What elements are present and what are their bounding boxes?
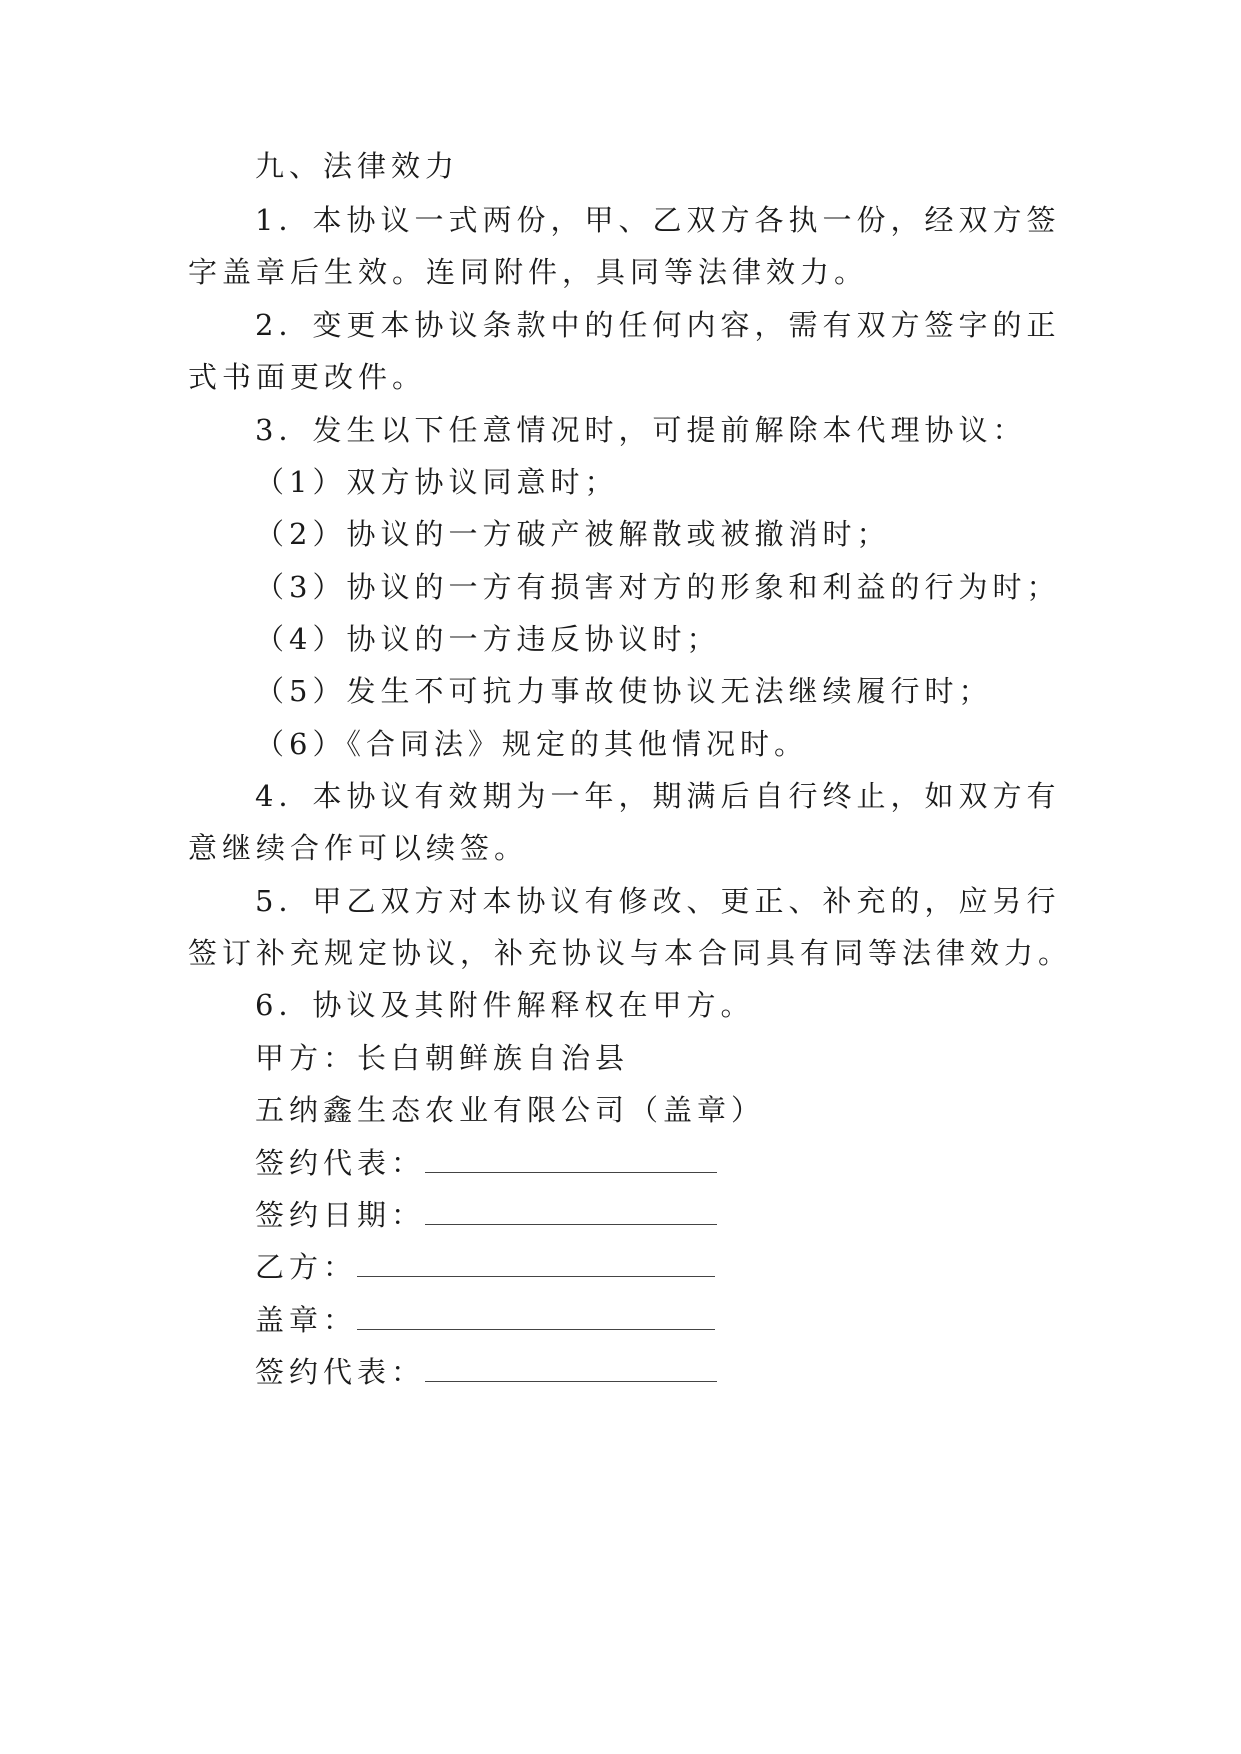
clause-1-line-2: 字盖章后生效。连同附件，具同等法律效力。	[188, 255, 869, 289]
list-item-2: （2）协议的一方破产被解散或被撤消时；	[255, 517, 891, 551]
sign-rep-a-label: 签约代表：	[255, 1146, 426, 1180]
clause-4-line-1: 4．本协议有效期为一年，期满后自行终止，如双方有	[255, 779, 1061, 813]
clause-5-line-2: 签订补充规定协议，补充协议与本合同具有同等法律效力。	[188, 936, 1073, 970]
party-b-blank[interactable]	[357, 1250, 715, 1277]
sign-rep-b-row	[255, 1352, 717, 1392]
party-a-line-2: 五纳鑫生态农业有限公司（盖章）	[255, 1093, 766, 1127]
clause-2-line-2: 式书面更改件。	[188, 360, 427, 394]
sign-rep-b-label: 签约代表：	[255, 1355, 426, 1389]
clause-6: 6．协议及其附件解释权在甲方。	[255, 988, 755, 1022]
list-item-5: （5）发生不可抗力事故使协议无法继续履行时；	[255, 674, 993, 708]
section-title: 九、法律效力	[255, 149, 460, 183]
seal-label: 盖章：	[255, 1303, 358, 1337]
sign-date-label: 签约日期：	[255, 1198, 426, 1232]
list-item-3: （3）协议的一方有损害对方的形象和利益的行为时；	[255, 570, 1061, 604]
party-b-row	[255, 1247, 715, 1287]
sign-rep-a-row	[255, 1143, 717, 1183]
clause-1-line-1: 1．本协议一式两份，甲、乙双方各执一份，经双方签	[255, 203, 1061, 237]
sign-rep-b-blank[interactable]	[425, 1355, 717, 1382]
list-item-1: （1）双方协议同意时；	[255, 465, 619, 499]
clause-2-line-1: 2．变更本协议条款中的任何内容，需有双方签字的正	[255, 308, 1061, 342]
list-item-6: （6）《合同法》规定的其他情况时。	[255, 727, 808, 761]
list-item-4: （4）协议的一方违反协议时；	[255, 622, 721, 656]
sign-date-row	[255, 1195, 717, 1235]
party-b-label: 乙方：	[255, 1250, 358, 1284]
clause-4-line-2: 意继续合作可以续签。	[188, 831, 529, 865]
clause-3: 3．发生以下任意情况时，可提前解除本代理协议：	[255, 413, 1027, 447]
sign-date-blank[interactable]	[425, 1198, 717, 1225]
seal-blank[interactable]	[357, 1303, 715, 1330]
seal-row	[255, 1300, 715, 1340]
sign-rep-a-blank[interactable]	[425, 1146, 717, 1173]
party-a-line-1: 甲方：长白朝鲜族自治县	[255, 1041, 630, 1075]
clause-5-line-1: 5．甲乙双方对本协议有修改、更正、补充的，应另行	[255, 884, 1061, 918]
